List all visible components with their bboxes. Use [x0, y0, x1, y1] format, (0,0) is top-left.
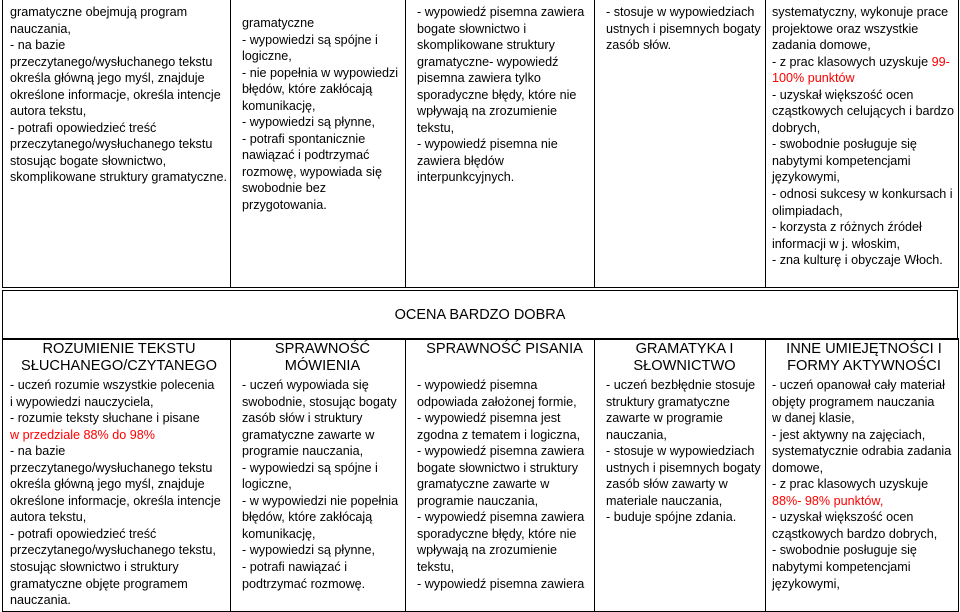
column-heading: GRAMATYKA I SŁOWNICTWO: [633, 341, 736, 374]
cell-text-part: systematyczny, wykonuje prace projektowe oraz wszystkie zadania domowe, - z prac klasowych uzyskuje: [772, 5, 949, 69]
previous-grade-table: [2, 0, 959, 288]
table-row: [3, 291, 958, 340]
column-heading: ROZUMIENIE TEKSTU SŁUCHANEGO/CZYTANEGO: [21, 341, 217, 374]
highlighted-score: 88%- 98% punktów,: [772, 493, 884, 508]
top-cell-speaking: [231, 0, 406, 288]
table-row: [3, 339, 959, 612]
cell-text: gramatyczne - wypowiedzi są spójne i logiczne, - nie popełnia w wypowiedzi błędów, które zakłócają komunikację, - wypowiedzi są płynne, - potrafi spontanicznie nawiązać i podtrzymać rozmowę, wypowiada się swobodnie bez przygotowania.: [242, 16, 399, 213]
grade-heading: OCENA BARDZO DOBRA: [394, 307, 566, 323]
cell-text: - wypowiedź pisemna zawiera bogate słownictwo i skomplikowane struktury gramatyczne- wypowiedź pisemna zawiera tylko sporadyczne błędy, które nie wpływają na zrozumienie tekstu, - wypowiedź pisemna nie zawiera błędów interpunkcyjnych.: [417, 5, 585, 185]
cell-text: - uczeń bezbłędnie stosuje struktury gramatyczne zawarte w programie nauczania, - stosuje w wypowiedziach ustnych i pisemnych bogaty zasób słów zawarty w materiale nauczania, - buduje spójne zdania.: [606, 378, 761, 525]
cell-text-part: - na bazie przeczytanego/wysłuchanego tekstu określa główną jego myśl, znajduje określone informacje, określa intencje autora tekstu, - potrafi opowiedzieć treść przeczytanego/wysłuchanego tekstu, stosując słownictwo i struktury gramatyczne objęte programem nauczania.: [10, 444, 221, 608]
cell-text: - stosuje w wypowiedziach ustnych i pisemnych bogaty zasób słów.: [606, 5, 761, 53]
very-good-grade-table: [2, 338, 959, 612]
cell-text-part: - uzyskał większość ocen cząstkowych bardzo dobrych, - swobodnie posługuje się nabytymi kompetencjami językowymi,: [772, 510, 938, 591]
highlighted-score: 99-100% punktów: [772, 54, 950, 86]
column-heading: SPRAWNOŚĆ PISANIA: [426, 341, 583, 357]
grade-banner-cell: [3, 291, 958, 340]
cell-reading-listening: [3, 339, 231, 612]
cell-text: [10, 377, 228, 609]
top-cell-other-skills: [766, 0, 959, 288]
cell-text-part: - uczeń rozumie wszystkie polecenia i wypowiedzi nauczyciela, - rozumie teksty słuchane i pisane: [10, 378, 215, 426]
cell-text: [772, 377, 956, 592]
cell-speaking: [231, 339, 406, 612]
cell-text: [772, 1, 956, 269]
cell-text: - uczeń wypowiada się swobodnie, stosując bogaty zasób słów i struktury gramatyczne zawarte w programie nauczania, - wypowiedzi są spójne i logiczne, - w wypowiedzi nie popełnia błędów, które zakłócają komunikację, - wypowiedzi są płynne, - potrafi nawiązać i podtrzymać rozmowę.: [242, 378, 399, 591]
column-heading: SPRAWNOŚĆ MÓWIENIA: [274, 341, 371, 374]
cell-text: gramatyczne obejmują program nauczania, - na bazie przeczytanego/wysłuchanego tekstu określa główną jego myśl, znajduje określone informacje, określa intencje autora tekstu, - potrafi opowiedzieć treść przeczytanego/wysłuchanego tekstu stosując bogate słownictwo, skomplikowane struktury gramatyczne.: [10, 5, 227, 185]
cell-text-part: - uzyskał większość ocen cząstkowych celujących i bardzo dobrych, - swobodnie posługuje się nabytymi kompetencjami językowymi, - odnosi sukcesy w konkursach i olimpiadach, - korzysta z różnych źródeł informacji w j. włoskim, - zna kulturę i obyczaje Włoch.: [772, 87, 954, 268]
cell-writing: [406, 339, 595, 612]
highlighted-percentage: w przedziale 88% do 98%: [10, 427, 155, 442]
cell-text-part: - uczeń opanował cały materiał objęty programem nauczania w danej klasie, - jest aktywny na zajęciach, systematycznie odrabia zadania domowe, - z prac klasowych uzyskuje: [772, 378, 952, 492]
top-cell-reading: [3, 0, 231, 288]
top-cell-writing: [406, 0, 595, 288]
cell-other-skills: [766, 339, 959, 612]
cell-grammar-vocabulary: [595, 339, 766, 612]
cell-text: - wypowiedź pisemna odpowiada założonej formie, - wypowiedź pisemna jest zgodna z tematem i logiczna, - wypowiedź pisemna zawiera bogate słownictwo i struktury gramatyczne zawarte w programie nauczania, - wypowiedź pisemna zawiera sporadyczne błędy, które nie wpływają na zrozumienie tekstu, - wypowiedź pisemna zawiera: [417, 378, 585, 591]
grade-banner-table: [2, 290, 958, 340]
top-cell-grammar: [595, 0, 766, 288]
column-heading: INNE UMIEJĘTNOŚCI I FORMY AKTYWNOŚCI: [786, 341, 942, 374]
table-row: [3, 0, 959, 288]
